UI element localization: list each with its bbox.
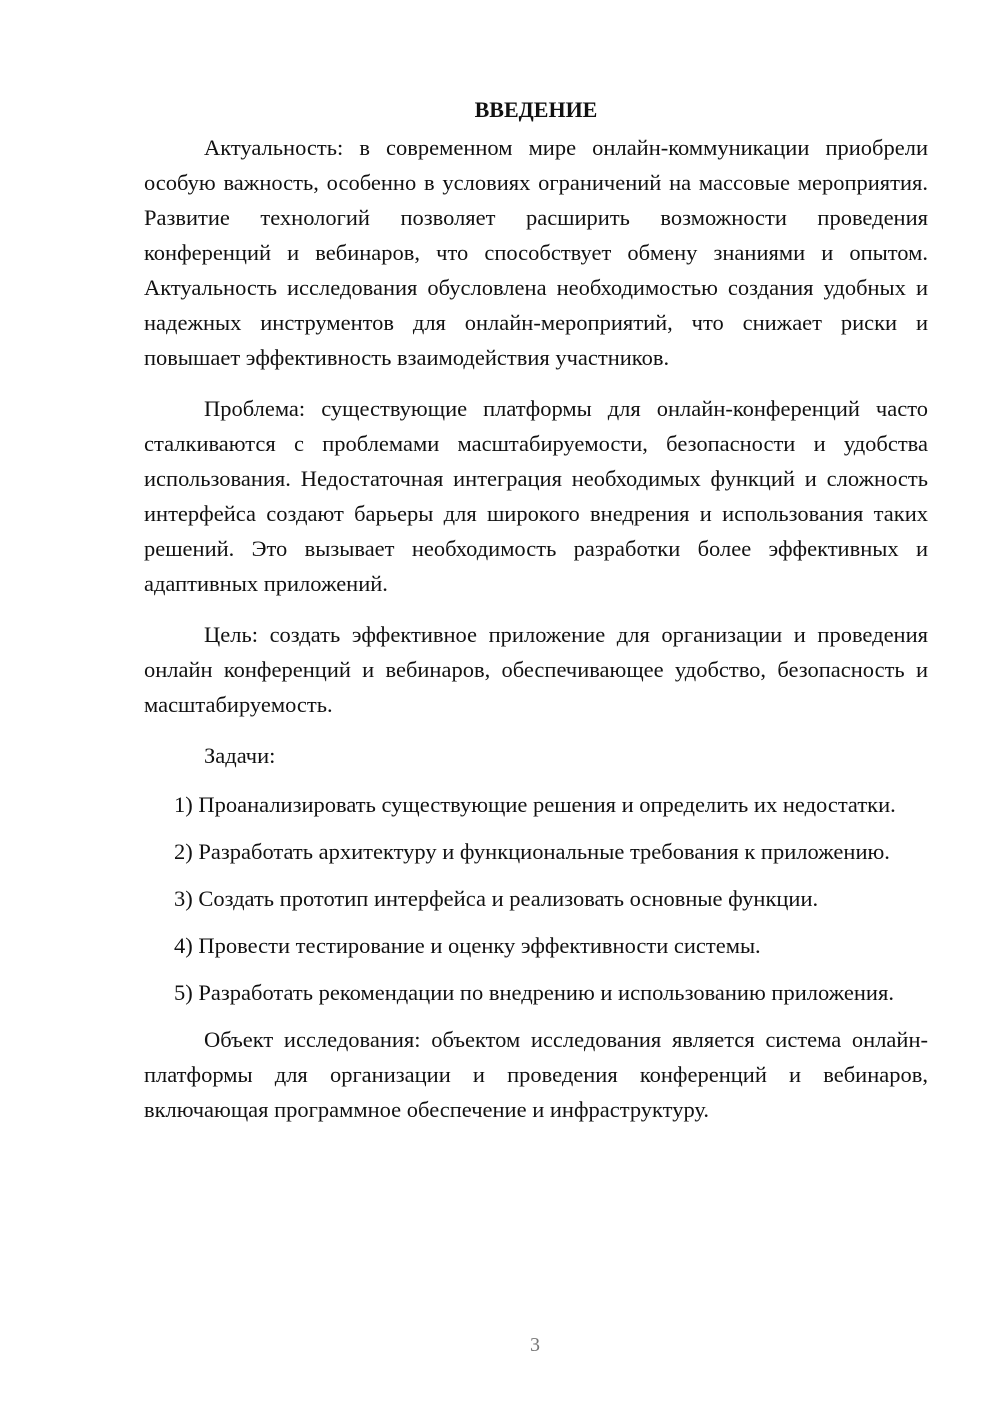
document-page bbox=[144, 96, 928, 1143]
section-title: ВВЕДЕНИЕ bbox=[474, 97, 598, 122]
list-item: 4) Провести тестирование и оценку эффективности системы. bbox=[174, 933, 761, 958]
paragraph-relevance: Актуальность: в современном мире онлайн-коммуникации приобрели особую важность, особенно в условиях ограничений на массовые мероприятия. Развитие технологий позволяет расширить возможности проведения конференций и вебинаров, что способствует обмену знаниями и опытом. Актуальность исследования обусловлена необходимостью создания удобных и надежных инструментов для онлайн-мероприятий, что снижает риски и повышает эффективность взаимодействия участников. bbox=[144, 135, 928, 370]
list-item: 2) Разработать архитектуру и функциональные требования к приложению. bbox=[174, 839, 890, 864]
page-number: 3 bbox=[530, 1334, 540, 1356]
list-item: 1) Проанализировать существующие решения и определить их недостатки. bbox=[174, 792, 896, 817]
list-item: 3) Создать прототип интерфейса и реализовать основные функции. bbox=[174, 886, 819, 911]
paragraph-object: Объект исследования: объектом исследования является система онлайн-платформы для организации и проведения конференций и вебинаров, включающая программное обеспечение и инфраструктуру. bbox=[144, 1027, 928, 1122]
tasks-heading: Задачи: bbox=[204, 743, 276, 768]
list-item: 5) Разработать рекомендации по внедрению и использованию приложения. bbox=[174, 980, 894, 1005]
paragraph-goal: Цель: создать эффективное приложение для организации и проведения онлайн конференций и вебинаров, обеспечивающее удобство, безопасность и масштабируемость. bbox=[144, 622, 928, 717]
paragraph-problem: Проблема: существующие платформы для онлайн-конференций часто сталкиваются с проблемами масштабируемости, безопасности и удобства использования. Недостаточная интеграция необходимых функций и сложность интерфейса создают барьеры для широкого внедрения и использования таких решений. Это вызывает необходимость разработки более эффективных и адаптивных приложений. bbox=[144, 396, 928, 596]
tasks-list bbox=[144, 787, 928, 1010]
